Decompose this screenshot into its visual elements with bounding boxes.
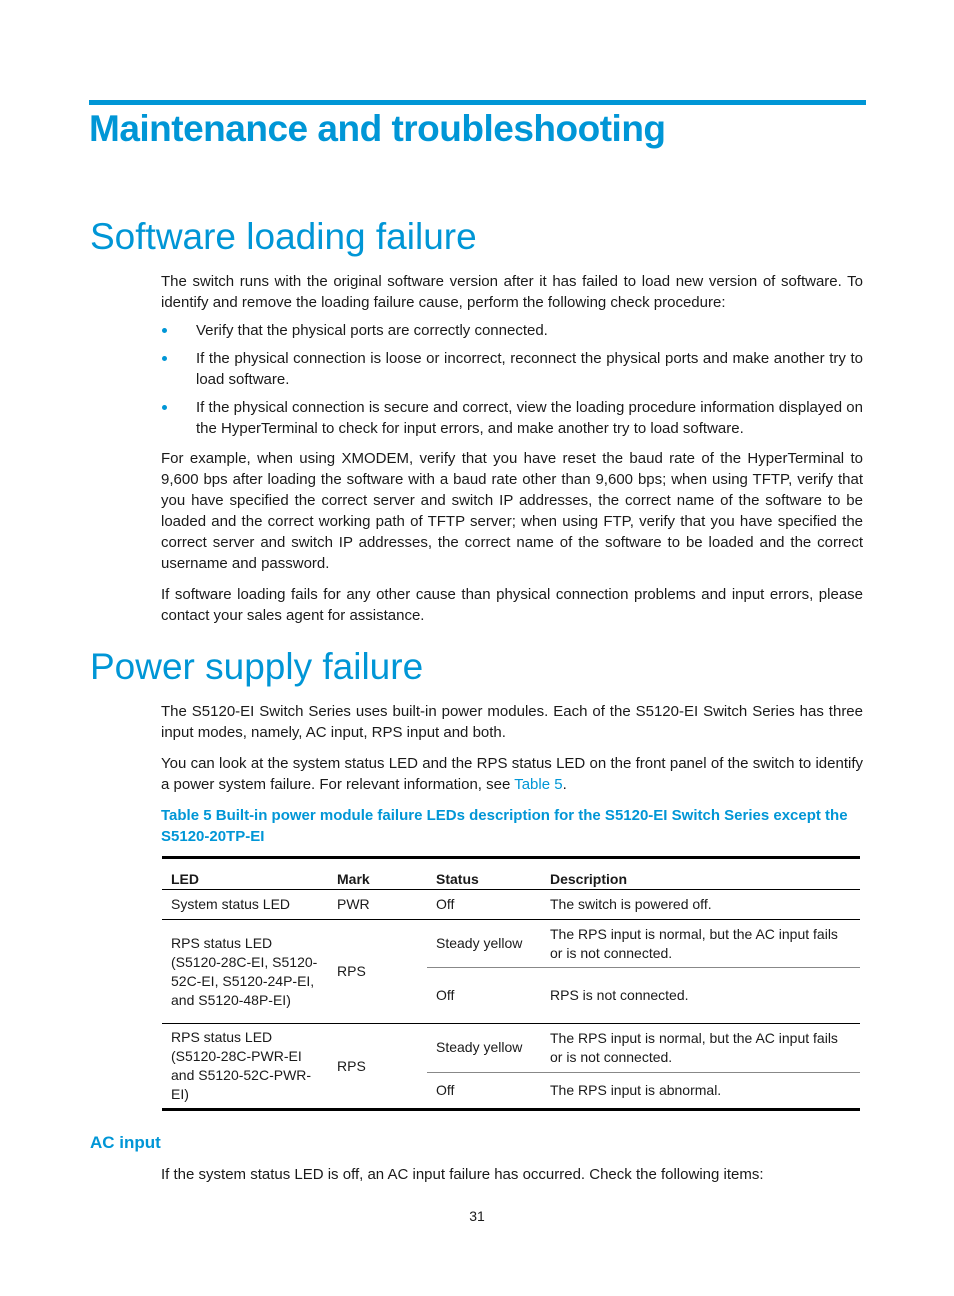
software-example-paragraph: For example, when using XMODEM, verify that you have reset the baud rate of the HyperTerminal to 9,600 bps after loading the software with a baud rate other than 9,600 bps; when using TFTP, verify that you have specified the correct server and switch IP addresses, the correct name of the software to be loaded and the correct working path of TFTP server; when using FTP, verify that you have specified the correct server and switch IP addresses, the correct name of the software to be loaded and the correct username and password. (161, 450, 863, 572)
chapter-rule (89, 100, 866, 105)
section-title-power-supply: Power supply failure (90, 646, 424, 687)
cell-description: RPS is not connected. (541, 968, 860, 1024)
cell-description: The RPS input is normal, but the AC input fails or is not connected. (541, 1024, 860, 1073)
cell-led: RPS status LED (S5120-28C-PWR-EI and S5120-52C-PWR-EI) (171, 1029, 312, 1102)
header-mark: Mark (328, 858, 427, 890)
power-led-paragraph (161, 753, 863, 795)
list-item (161, 320, 863, 341)
list-item-text: If the physical connection is secure and correct, view the loading procedure information displayed on the HyperTerminal to check for input errors, and make another try to load software. (196, 399, 863, 437)
table-row (162, 890, 860, 920)
subsection-title-ac-input: AC input (90, 1133, 161, 1152)
list-item (161, 397, 863, 439)
cell-description: The RPS input is abnormal. (550, 1081, 722, 1098)
software-check-list (161, 320, 863, 446)
cell-status: Off (427, 968, 541, 1024)
header-status: Status (427, 858, 541, 890)
cell-mark: PWR (328, 890, 427, 920)
power-led-text-end: . (562, 776, 567, 793)
bullet-icon (162, 405, 167, 410)
cell-description: The RPS input is normal, but the AC input fails or is not connected. (541, 920, 860, 968)
cell-status: Off (427, 890, 541, 920)
cell-status: Steady yellow (427, 920, 541, 968)
table-row (162, 1024, 860, 1073)
page-number: 31 (469, 1208, 485, 1224)
bullet-icon (162, 356, 167, 361)
software-contact-paragraph: If software loading fails for any other cause than physical connection problems and input errors, please contact your sales agent for assistance. (161, 586, 863, 624)
table-row (162, 920, 860, 968)
bullet-icon (162, 328, 167, 333)
power-intro-paragraph: The S5120-EI Switch Series uses built-in power modules. Each of the S5120-EI Switch Series has three input modes, namely, AC input, RPS input and both. (161, 703, 863, 741)
cell-status: Off (436, 1081, 455, 1098)
software-intro-paragraph: The switch runs with the original software version after it has failed to load new version of software. To identify and remove the loading failure cause, perform the following check procedure: (161, 273, 863, 311)
power-led-text: You can look at the system status LED and the RPS status LED on the front panel of the switch to identify a power system failure. For relevant information, see (161, 755, 863, 793)
cell-mark: RPS (328, 920, 427, 1024)
chapter-title: Maintenance and troubleshooting (89, 108, 666, 149)
led-table (162, 856, 860, 1111)
cell-status: Steady yellow (427, 1024, 541, 1073)
ac-input-paragraph: If the system status LED is off, an AC input failure has occurred. Check the following items: (161, 1166, 764, 1183)
list-item-text: Verify that the physical ports are correctly connected. (196, 322, 548, 339)
list-item-text: If the physical connection is loose or incorrect, reconnect the physical ports and make another try to load software. (196, 350, 863, 388)
cell-led: RPS status LED (S5120-28C-EI, S5120-52C-EI, S5120-24P-EI, and S5120-48P-EI) (162, 920, 328, 1024)
section-title-software-loading: Software loading failure (90, 216, 477, 257)
header-description: Description (541, 858, 860, 890)
table-header-row (162, 858, 860, 890)
list-item (161, 348, 863, 390)
header-led: LED (162, 858, 328, 890)
cell-description: The switch is powered off. (541, 890, 860, 920)
cell-led: System status LED (162, 890, 328, 920)
cell-mark: RPS (337, 1057, 366, 1074)
table-caption: Table 5 Built-in power module failure LEDs description for the S5120-EI Switch Series except the S5120-20TP-EI (161, 807, 848, 845)
table-5-link[interactable]: Table 5 (514, 776, 563, 793)
